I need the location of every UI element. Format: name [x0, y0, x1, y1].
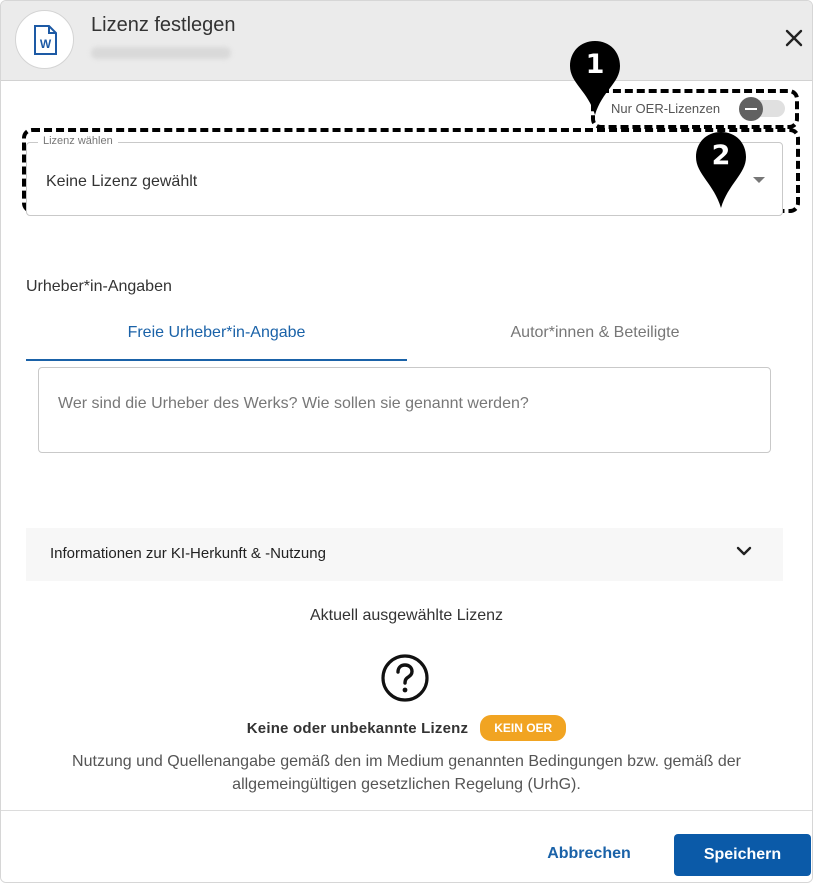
license-description: Nutzung und Quellenangabe gemäß den im Medium genannten Bedingungen bzw. gemäß der allgemeingültigen gesetzlichen Regelung (UrhG).	[72, 753, 741, 793]
marker-2-label: 2	[711, 140, 731, 171]
dropdown-arrow-icon	[753, 177, 765, 183]
word-document-icon	[33, 25, 57, 55]
marker-1-label: 1	[585, 49, 605, 80]
author-textarea[interactable]	[38, 367, 771, 453]
tab-free-author-label: Freie Urheber*in-Angabe	[127, 324, 306, 341]
annotation-marker-2	[694, 130, 748, 210]
no-oer-badge: KEIN OER	[480, 715, 566, 741]
svg-text:W: W	[39, 37, 52, 51]
oer-toggle-label: Nur OER-Lizenzen	[611, 101, 721, 116]
oer-only-toggle[interactable]	[597, 95, 787, 121]
dialog-title: Lizenz festlegen	[91, 14, 236, 36]
current-license-title: Aktuell ausgewählte Lizenz	[309, 607, 503, 624]
author-textarea-placeholder: Wer sind die Urheber des Werks? Wie sollen sie genannt werden?	[58, 395, 529, 412]
license-name-line	[1, 715, 812, 741]
license-name: Keine oder unbekannte Lizenz	[246, 719, 469, 737]
toggle-knob[interactable]	[739, 97, 763, 121]
dialog-footer	[1, 810, 813, 883]
ai-accordion-title: Informationen zur KI-Herkunft & -Nutzung	[50, 545, 326, 562]
annotation-marker-1	[568, 39, 622, 117]
license-select[interactable]	[26, 142, 783, 216]
file-icon-container	[15, 10, 74, 69]
file-name-blurred	[91, 47, 231, 59]
author-section-title: Urheber*in-Angaben	[26, 278, 172, 295]
save-button[interactable]: Speichern	[674, 834, 811, 876]
cancel-button[interactable]: Abbrechen	[533, 837, 645, 871]
tab-authors-contributors[interactable]	[407, 323, 783, 361]
dialog-header	[1, 1, 813, 81]
ai-info-accordion[interactable]	[26, 528, 783, 581]
tab-authors-label: Autor*innen & Beteiligte	[510, 324, 680, 341]
close-icon[interactable]	[781, 25, 807, 51]
license-select-value: Keine Lizenz gewählt	[46, 173, 198, 190]
question-circle-icon	[380, 653, 430, 703]
tab-free-author[interactable]	[26, 323, 407, 361]
chevron-down-icon	[736, 545, 752, 557]
license-select-legend: Lizenz wählen	[38, 135, 118, 147]
